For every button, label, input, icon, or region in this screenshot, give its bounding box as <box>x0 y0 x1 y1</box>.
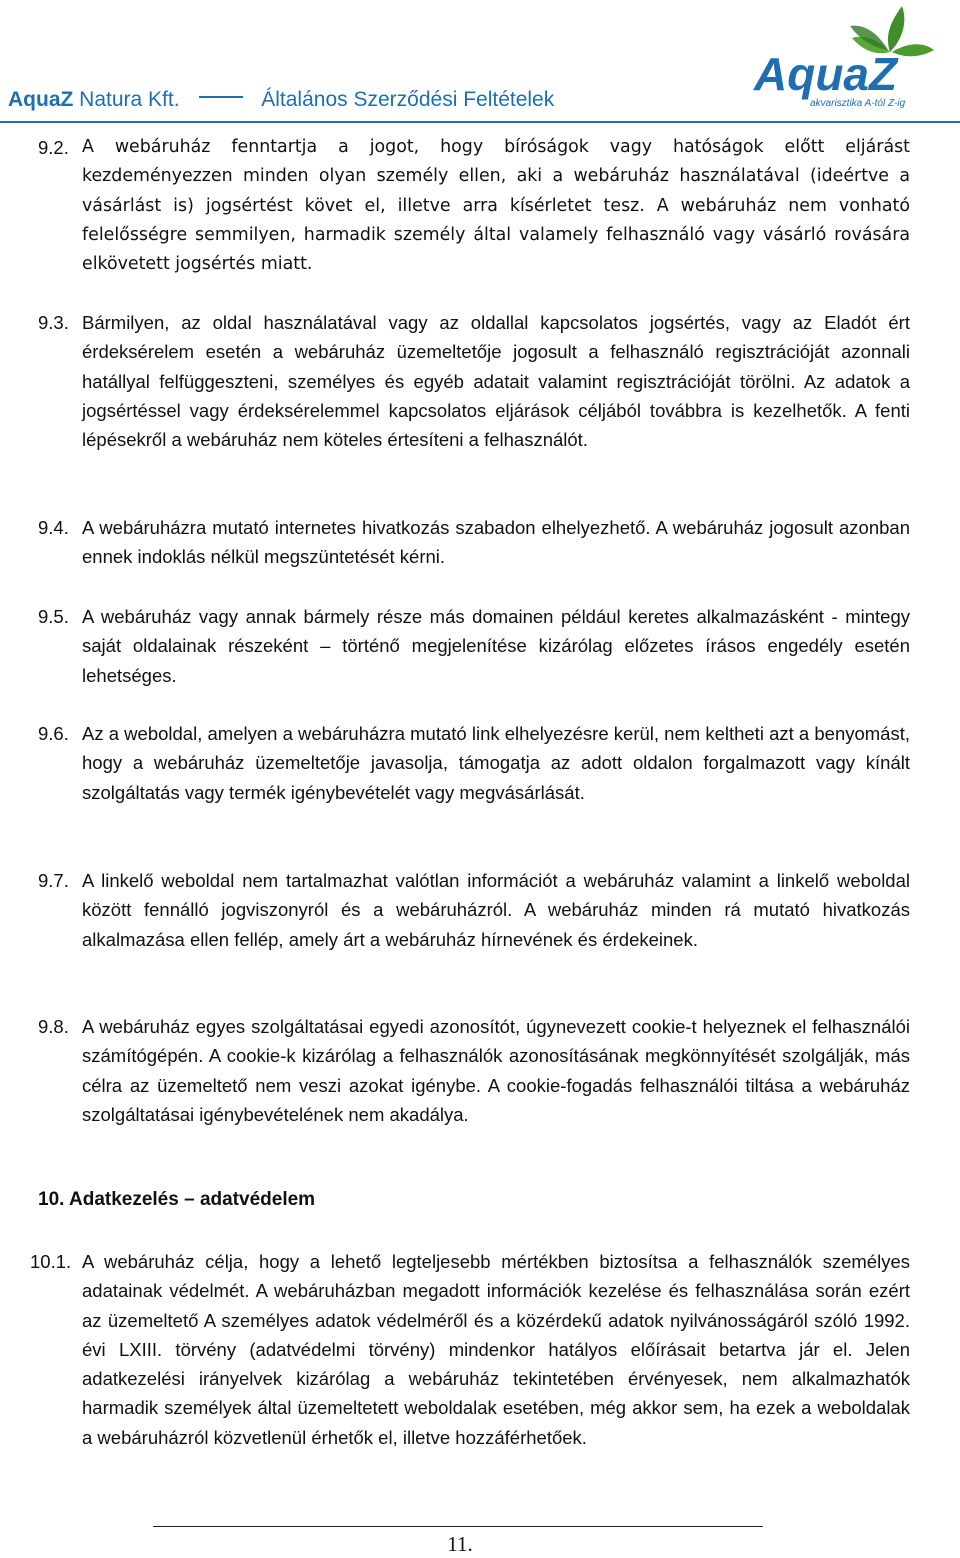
item-text: A linkelő weboldal nem tartalmazhat valótlan információt a webáruház valamint a linkelő weboldal között fennálló jogviszonyról és a webáruházról. A webáruház minden rá mutató hivatkozás alkalmazása ellen fellép, amely árt a webáruház hírnevének és érdekeinek. <box>82 870 910 950</box>
item-text: A webáruház célja, hogy a lehető legteljesebb mértékben biztosítsa a felhasználók személyes adatainak védelmét. A webáruházban megadott információk kezelése és felhasználása során ezért az üzemeltető A személyes adatok védelméről és a közérdekű adatok nyilvánosságáról szóló 1992. évi LXIII. törvény (adatvédelmi törvény) mindenkor hatályos előírásait betartva jár el. Jelen adatkezelési irányelvek kizárólag a webáruház tekintetében érvényesek, nem alkalmazhatók harmadik személyek által üzemeltetett weboldalak esetében, még akkor sem, ha ezek a weboldalak a webáruházról közvetlenül érhetők el, illetve hozzáférhetőek. <box>82 1251 910 1448</box>
item-number: 9.7. <box>38 870 69 891</box>
item-number: 9.6. <box>38 723 69 744</box>
item-text: A webáruházra mutató internetes hivatkozás szabadon elhelyezhető. A webáruház jogosult azonban ennek indoklás nélkül megszüntetését kérni. <box>82 517 910 568</box>
item-text: Bármilyen, az oldal használatával vagy az oldallal kapcsolatos jogsértés, vagy az Eladót ért érdeksérelem esetén a webáruház üzemeltetője jogosult a felhasználó regisztrációját azonnali hatállyal felfüggeszteni, személyes és egyéb adatait valamint regisztrációját törölni. Az adatok a jogsértéssel vagy érdeksérelemmel kapcsolatos eljárások céljából továbbra is kezelhetők. A fenti lépésekről a webáruház nem köteles értesíteni a felhasználót. <box>82 312 910 451</box>
page-number: 11. <box>447 1532 473 1556</box>
aquaz-logo-icon <box>752 0 952 120</box>
item-text: A webáruház egyes szolgáltatásai egyedi azonosítót, úgynevezett cookie-t helyeznek el felhasználói számítógépén. A cookie-k kizárólag a felhasználók azonosításának megkönnyítését szolgálják, más célra az üzemeltető nem veszi azokat igénybe. A cookie-fogadás felhasználói tiltása a webáruház szolgáltatásai igénybevételének nem akadálya. <box>82 1016 910 1125</box>
item-number: 9.5. <box>38 606 69 627</box>
section-heading: 10. Adatkezelés – adatvédelem <box>38 1189 316 1210</box>
header-rule <box>0 121 960 123</box>
document-title: Általános Szerződési Feltételek <box>261 88 555 111</box>
item-number: 9.3. <box>38 312 69 333</box>
company-suffix: Natura Kft. <box>79 88 180 111</box>
logo-tagline: akvarisztika A-tól Z-ig <box>810 98 906 109</box>
item-text: Az a weboldal, amelyen a webáruházra mutató link elhelyezésre kerül, nem keltheti azt a benyomást, hogy a webáruház üzemeltetője javasolja, támogatja az adott oldalon forgalmazott vagy kínált szolgáltatás vagy termék igénybevételét vagy megvásárlását. <box>82 723 910 803</box>
item-number: 9.8. <box>38 1016 69 1037</box>
document-header <box>8 88 748 122</box>
company-logo <box>752 0 952 120</box>
footer-rule <box>153 1526 763 1527</box>
header-dash <box>199 96 243 98</box>
logo-brand: AquaZ <box>754 48 898 100</box>
item-number: 9.4. <box>38 517 69 538</box>
company-name: AquaZ <box>8 88 74 111</box>
item-text: A webáruház fenntartja a jogot, hogy bíróságok vagy hatóságok előtt eljárást kezdeményezzen minden olyan személy ellen, aki a webáruház használatával (ideértve a vásárlást is) jogsértést követ el, illetve arra kísérletet tesz. A webáruház nem vonható felelősségre semmilyen, harmadik személy által valamely felhasználó vagy vásárló rovására elkövetett jogsértés miatt. <box>82 137 910 275</box>
item-number: 9.2. <box>38 137 69 158</box>
item-text: A webáruház vagy annak bármely része más domainen például keretes alkalmazásként - mintegy saját oldalainak részeként – történő megjelenítése kizárólag előzetes írásos engedély esetén lehetséges. <box>82 606 910 686</box>
item-number: 10.1. <box>30 1251 72 1272</box>
